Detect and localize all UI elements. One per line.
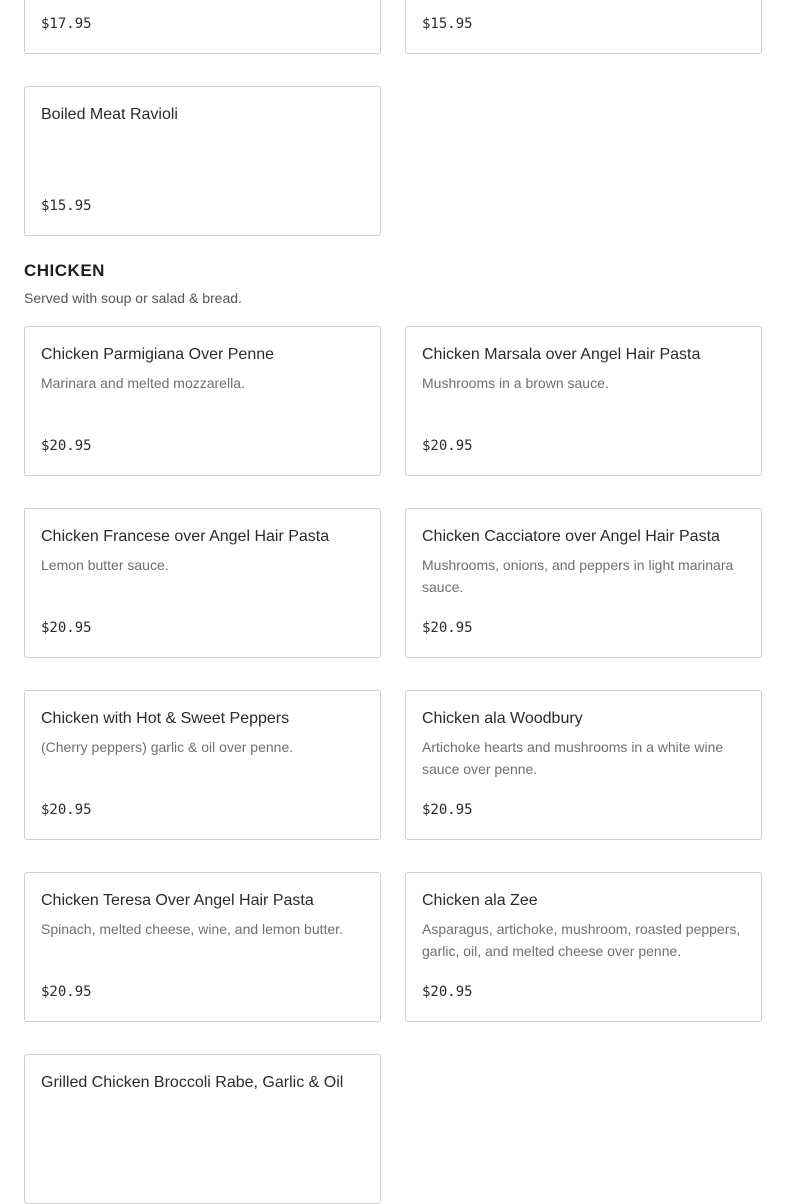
menu-item-price: $15.95 — [422, 16, 473, 32]
menu-item-price: $15.95 — [41, 198, 92, 214]
menu-item-price: $20.95 — [41, 802, 92, 818]
menu-item-name: Chicken Francese over Angel Hair Pasta — [41, 528, 330, 545]
menu-item-card[interactable] — [24, 690, 381, 840]
menu-item-card[interactable] — [405, 872, 762, 1022]
menu-item-description: Lemon butter sauce. — [41, 557, 169, 573]
menu-item-card[interactable] — [405, 0, 762, 54]
menu-item-price: $17.95 — [41, 16, 92, 32]
menu-item-name: Grilled Chicken Broccoli Rabe, Garlic & Oil — [41, 1074, 344, 1091]
menu-item-description: (Cherry peppers) garlic & oil over penne. — [41, 739, 294, 755]
menu-item-name: Chicken Parmigiana Over Penne — [41, 346, 275, 363]
menu-item-card[interactable] — [24, 508, 381, 658]
menu-item-card[interactable] — [405, 326, 762, 476]
menu-item-description: Spinach, melted cheese, wine, and lemon butter. — [41, 921, 343, 937]
menu-item-card[interactable] — [24, 1054, 381, 1204]
menu-item-name: Chicken ala Zee — [422, 892, 538, 909]
menu-item-description: Mushrooms in a brown sauce. — [422, 375, 609, 391]
menu-item-name: Chicken with Hot & Sweet Peppers — [41, 710, 290, 727]
menu-item-price: $20.95 — [422, 438, 473, 454]
menu-item-description: Artichoke hearts and mushrooms in a white wine sauce over penne. — [422, 739, 724, 777]
menu-item-price: $20.95 — [422, 802, 473, 818]
menu-item-name: Chicken Cacciatore over Angel Hair Pasta — [422, 528, 720, 545]
menu-item-description: Marinara and melted mozzarella. — [41, 375, 245, 391]
menu-item-card[interactable] — [24, 0, 381, 54]
menu-item-card[interactable] — [24, 326, 381, 476]
menu-item-price: $20.95 — [41, 438, 92, 454]
menu-item-price: $20.95 — [422, 984, 473, 1000]
menu-item-card[interactable] — [405, 690, 762, 840]
menu-item-description: Mushrooms, onions, and peppers in light marinara sauce. — [422, 557, 734, 595]
menu-item-name: Chicken Teresa Over Angel Hair Pasta — [41, 892, 314, 909]
section-title: CHICKEN — [24, 261, 105, 280]
menu-item-name: Chicken Marsala over Angel Hair Pasta — [422, 346, 701, 363]
menu-item-price: $20.95 — [422, 620, 473, 636]
menu-item-name: Boiled Meat Ravioli — [41, 106, 178, 123]
menu-item-price: $20.95 — [41, 620, 92, 636]
menu-item-card[interactable] — [405, 508, 762, 658]
menu-item-name: Chicken ala Woodbury — [422, 710, 583, 727]
menu-item-card[interactable] — [24, 872, 381, 1022]
menu-item-price: $20.95 — [41, 984, 92, 1000]
section-description: Served with soup or salad & bread. — [24, 290, 242, 306]
menu-item-description: Asparagus, artichoke, mushroom, roasted peppers, garlic, oil, and melted cheese over penne. — [422, 921, 741, 959]
menu-item-card[interactable] — [24, 86, 381, 236]
